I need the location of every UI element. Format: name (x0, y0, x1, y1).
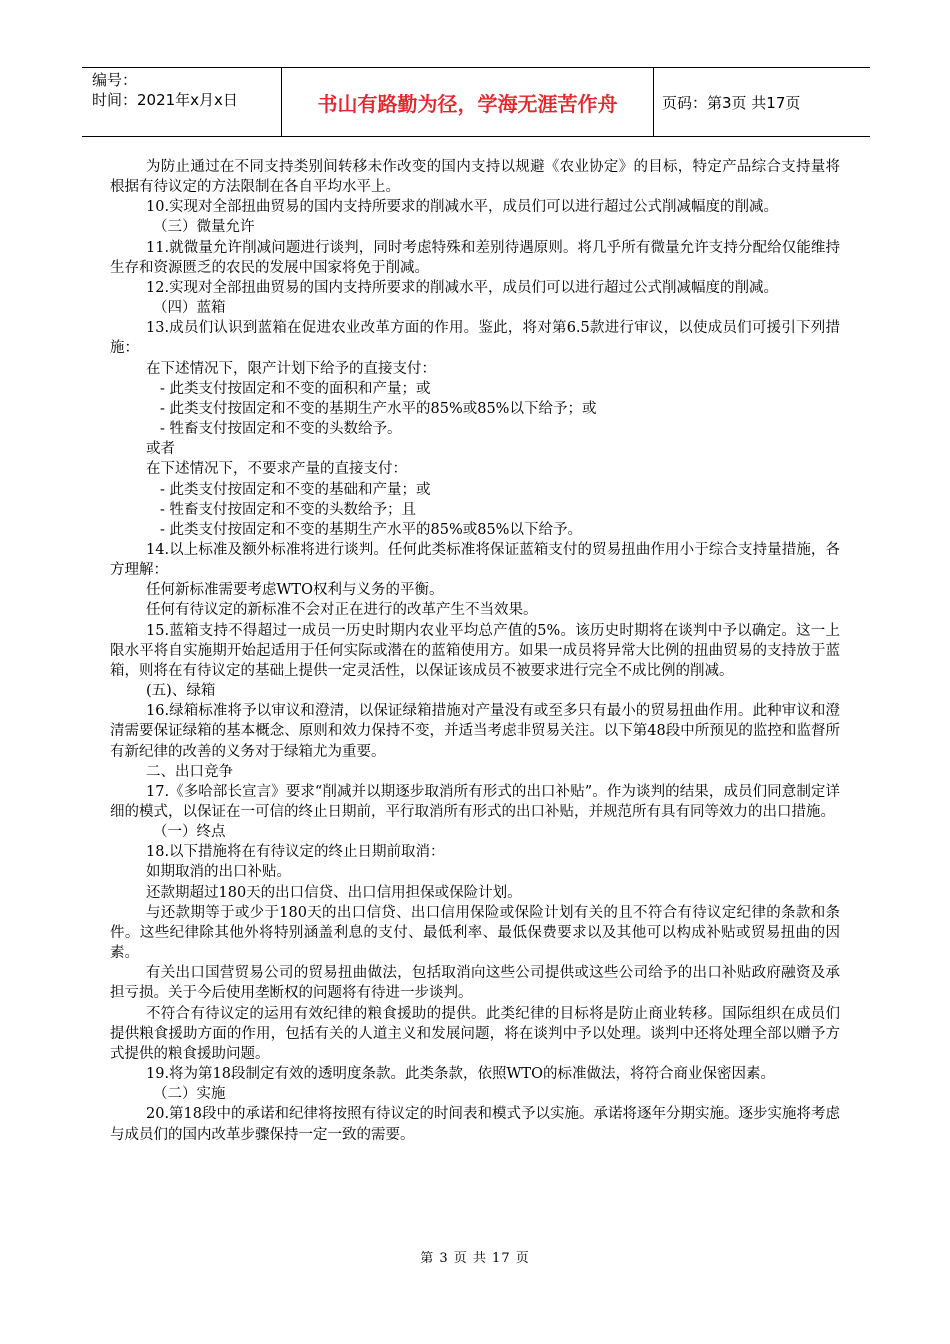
body-paragraph: 任何新标准需要考虑WTO权利与义务的平衡。 (146, 582, 444, 599)
body-paragraph: 或者 (146, 441, 175, 458)
body-paragraph: 为防止通过在不同支持类别间转移未作改变的国内支持以规避《农业协定》的目标，特定产品综合支持量将根据有待议定的方法限制在各自平均水平上。 (110, 159, 840, 196)
body-paragraph: 17.《多哈部长宣言》要求“削减并以期逐步取消所有形式的出口补贴”。作为谈判的结果，成员们同意制定详细的模式，以保证在一可信的终止日期前，平行取消所有形式的出口补贴，并规范所有具有同等效力的出口措施。 (110, 783, 840, 820)
body-paragraph: 19.将为第18段制定有效的透明度条款。此类条款，依照WTO的标准做法，将符合商业保密因素。 (146, 1066, 775, 1083)
body-paragraph: 20.第18段中的承诺和纪律将按照有待议定的时间表和模式予以实施。承诺将逐年分期实施。逐步实施将考虑与成员们的国内改革步骤保持一定一致的需要。 (110, 1106, 841, 1143)
body-paragraph: （二）实施 (153, 1086, 226, 1103)
body-paragraph: 15.蓝箱支持不得超过一成员一历史时期内农业平均总产值的5%。该历史时期将在谈判中予以确定。这一上限水平将自实施期开始起适用于任何实际或潜在的蓝箱使用方。如果一成员将异常大比例的扭曲贸易的支持放于蓝箱，则将在有待议定的基础上提供一定灵活性，以保证该成员不被要求进行完全不成比例的削减。 (110, 622, 840, 679)
body-paragraph: 任何有待议定的新标准不会对正在进行的改革产生不当效果。 (146, 602, 538, 619)
body-paragraph: 有关出口国营贸易公司的贸易扭曲做法，包括取消向这些公司提供或这些公司给予的出口补贴政府融资及承担亏损。关于今后使用垄断权的问题将有待进一步谈判。 (110, 965, 840, 1002)
body-paragraph: 14.以上标准及额外标准将进行谈判。任何此类标准将保证蓝箱支付的贸易扭曲作用小于综合支持量措施，各方理解： (110, 541, 840, 579)
document-body (110, 157, 840, 1145)
body-paragraph: - 牲畜支付按固定和不变的头数给予。 (160, 421, 402, 438)
header-page-number: 页码：第3页 共17页 (662, 93, 801, 112)
body-paragraph: (五)、绿箱 (146, 683, 216, 700)
page-header (82, 67, 870, 137)
body-paragraph: 如期取消的出口补贴。 (146, 864, 291, 881)
body-paragraph: 还款期超过180天的出口信贷、出口信用担保或保险计划。 (146, 884, 522, 901)
body-paragraph: 13.成员们认识到蓝箱在促进农业改革方面的作用。鉴此，将对第6.5款进行审议，以使成员们可援引下列措施： (110, 320, 840, 357)
body-paragraph: 在下述情况下，不要求产量的直接支付： (146, 461, 407, 478)
body-paragraph: 12.实现对全部扭曲贸易的国内支持所要求的削减水平，成员们可以进行超过公式削减幅度的削减。 (146, 279, 779, 296)
body-paragraph: 18.以下措施将在有待议定的终止日期前取消： (146, 844, 445, 861)
body-paragraph: 二、出口竞争 (146, 763, 233, 780)
body-paragraph: - 此类支付按固定和不变的面积和产量；或 (160, 380, 431, 397)
header-meta (82, 68, 282, 136)
body-paragraph: 16.绿箱标准将予以审议和澄清，以保证绿箱措施对产量没有或至多只有最小的贸易扭曲作用。此种审议和澄清需要保证绿箱的基本概念、原则和效力保持不变，并适当考虑非贸易关注。以下第48段中所预见的监控和监督所有新纪律的改善的义务对于绿箱尤为重要。 (110, 703, 840, 760)
body-paragraph: 与还款期等于或少于180天的出口信贷、出口信用保险或保险计划有关的且不符合有待议定纪律的条款和条件。这些纪律除其他外将特别涵盖利息的支付、最低利率、最低保费要求以及其他可以构成补贴或贸易扭曲的因素。 (110, 904, 841, 962)
document-time-label: 时间：2021年x月x日 (92, 91, 238, 109)
body-paragraph: - 此类支付按固定和不变的基期生产水平的85%或85%以下给予；或 (160, 400, 597, 417)
body-paragraph: （四）蓝箱 (153, 300, 226, 317)
page-footer: 第 3 页 共 17 页 (420, 1251, 530, 1266)
body-paragraph: （三）微量允许 (153, 219, 255, 236)
body-paragraph: 10.实现对全部扭曲贸易的国内支持所要求的削减水平，成员们可以进行超过公式削减幅度的削减。 (146, 199, 779, 216)
header-motto: 书山有路勤为径，学海无涯苦作舟 (282, 68, 654, 136)
body-paragraph: 在下述情况下，限产计划下给予的直接支付： (146, 360, 436, 377)
document-number-label: 编号： (92, 71, 138, 89)
body-paragraph: - 牲畜支付按固定和不变的头数给予；且 (160, 501, 417, 518)
body-paragraph: - 此类支付按固定和不变的基期生产水平的85%或85%以下给予。 (160, 521, 582, 538)
body-paragraph: 11.就微量允许削减问题进行谈判，同时考虑特殊和差别待遇原则。将几乎所有微量允许支持分配给仅能维持生存和资源匮乏的农民的发展中国家将免于削减。 (110, 239, 840, 276)
body-paragraph: - 此类支付按固定和不变的基础和产量；或 (160, 481, 431, 498)
body-paragraph: 不符合有待议定的运用有效纪律的粮食援助的提供。此类纪律的目标将是防止商业转移。国际组织在成员们提供粮食援助方面的作用，包括有关的人道主义和发展问题，将在谈判中予以处理。谈判中还将处理全部以赠予方式提供的粮食援助问题。 (110, 1005, 840, 1062)
body-paragraph: （一）终点 (153, 824, 226, 841)
